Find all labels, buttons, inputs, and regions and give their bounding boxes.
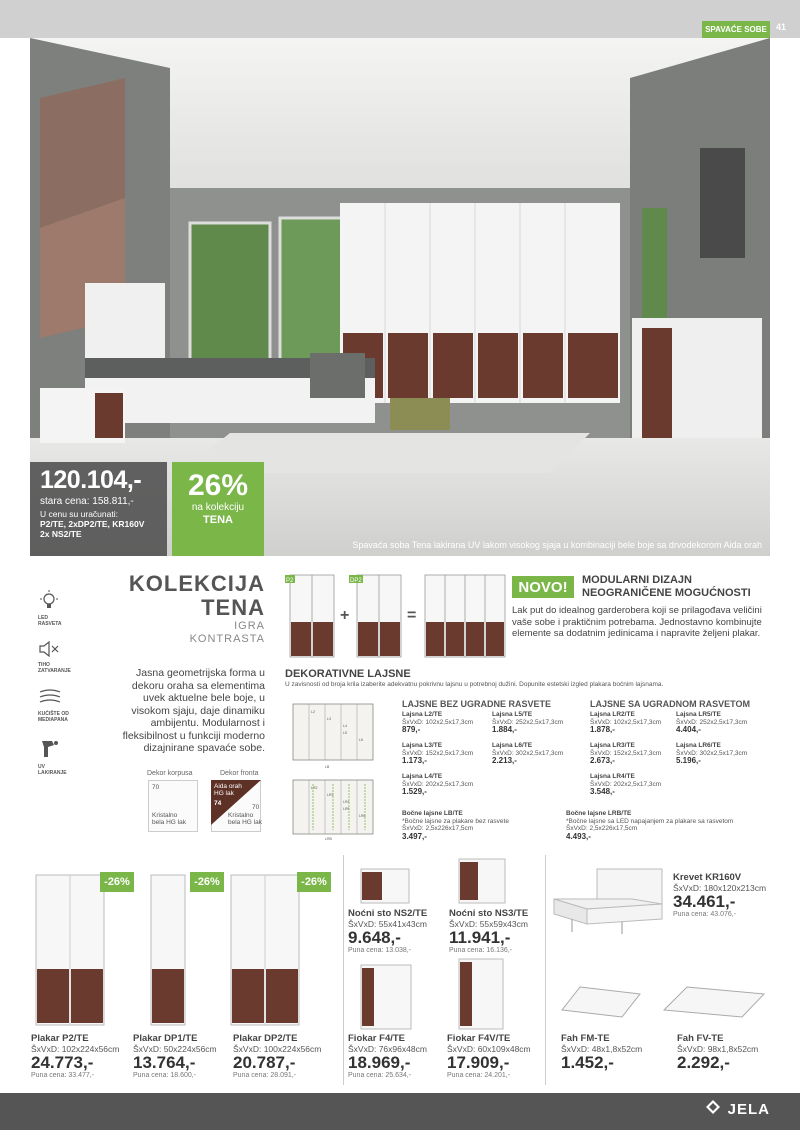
equals-sign: = <box>407 607 417 624</box>
discount-badge: -26% <box>100 872 134 892</box>
divider <box>545 855 546 1085</box>
lajsne-diagram <box>285 698 377 840</box>
svg-text:L6: L6 <box>359 738 363 742</box>
config-label-dp2: DP2 <box>350 578 362 584</box>
price-box <box>30 462 167 556</box>
discount-badge: -26% <box>297 872 331 892</box>
svg-text:L3: L3 <box>327 717 331 721</box>
svg-text:LR5: LR5 <box>343 807 350 811</box>
product-image-ns2 <box>360 868 410 904</box>
product-dp2[interactable]: Plakar DP2/TE ŠxVxD: 100x224x56cm 20.787,- Puna cena: 28.091,- <box>233 1033 322 1079</box>
included-item: P2/TE, 2xDP2/TE, KR160V <box>40 519 145 529</box>
lajsna-item: Lajsna LR4/TE ŠxVxD: 202x2,5x17,3cm 3.548,- <box>590 773 662 796</box>
lajsna-item: Lajsna L5/TE ŠxVxD: 252x2,5x17,3cm 1.884,- <box>492 711 564 734</box>
lajsna-item: Lajsna LR2/TE ŠxVxD: 102x2,5x17,3cm 1.878,- <box>590 711 662 734</box>
collection-title: KOLEKCIJA <box>128 571 265 596</box>
product-kr160v[interactable]: Krevet KR160V ŠxVxD: 180x120x213cm 34.461,- Puna cena: 43.076,- <box>673 872 767 918</box>
section-tag[interactable]: SPAVAĆE SOBE <box>702 21 770 38</box>
collection-price: 120.104,- <box>40 466 142 494</box>
modular-title: MODULARNI DIZAJN NEOGRANIČENE MOGUĆNOSTI <box>582 574 751 599</box>
lajsna-item: Lajsna L2/TE ŠxVxD: 102x2,5x17,3cm 879,- <box>402 711 474 734</box>
divider <box>343 855 344 1085</box>
product-fv[interactable]: Fah FV-TE ŠxVxD: 98x1,8x52cm 2.292,- <box>677 1033 759 1072</box>
footer <box>0 1093 800 1130</box>
silent-close-icon <box>38 641 60 657</box>
lajsne-with-header: LAJSNE SA UGRADNOM RASVETOM <box>590 699 751 709</box>
collection-subtitle: KONTRASTA <box>189 633 265 645</box>
product-fm[interactable]: Fah FM-TE ŠxVxD: 48x1,8x52cm 1.452,- <box>561 1033 643 1072</box>
product-image-p2 <box>35 874 105 1026</box>
product-p2[interactable]: Plakar P2/TE ŠxVxD: 102x224x56cm 24.773,- Puna cena: 33.477,- <box>31 1033 120 1079</box>
svg-text:LR6: LR6 <box>359 814 366 818</box>
product-image-ns3 <box>458 858 506 904</box>
feature-uv: UV LAKIRANJE <box>38 737 80 776</box>
collection-old-price: stara cena: 158.811,- <box>40 496 134 507</box>
product-image-f4 <box>360 964 412 1030</box>
spray-gun-icon <box>38 737 60 759</box>
lajsne-title: DEKORATIVNE LAJSNE <box>285 668 411 680</box>
product-f4[interactable]: Fiokar F4/TE ŠxVxD: 76x96x48cm 18.969,- Puna cena: 25.634,- <box>348 1033 427 1079</box>
product-dp1[interactable]: Plakar DP1/TE ŠxVxD: 50x224x56cm 13.764,- Puna cena: 18.600,- <box>133 1033 217 1079</box>
svg-text:L2: L2 <box>311 710 315 714</box>
svg-text:LR2: LR2 <box>311 786 318 790</box>
lajsna-item: Lajsna L3/TE ŠxVxD: 152x2,5x17,3cm 1.173,- <box>402 742 474 765</box>
page-number: 41 <box>776 22 787 32</box>
modular-text: Lak put do idealnog garderobera koji se prilagođava veličini vaše sobe i praktičnim potrebama. Jednostavno kombinujte elemente sa dodatnim jedinicama i napravite željeni plakar. <box>512 605 762 639</box>
collection-subtitle: IGRA <box>234 620 265 632</box>
top-band <box>0 0 800 38</box>
decor-fronta-label: Dekor fronta <box>220 770 259 777</box>
mdf-box-icon <box>38 688 62 706</box>
lajsne-subtitle: U zavisnosti od broja krila izaberite adekvatnu pokrivnu lajsnu u potrebnoj dužini. Dopunite estetski izgled plakara bočnim lajsnama. <box>285 681 664 688</box>
lajsna-item: Lajsna L4/TE ŠxVxD: 202x2,5x17,3cm 1.529,- <box>402 773 474 796</box>
lajsna-item: Lajsna LR3/TE ŠxVxD: 152x2,5x17,3cm 2.673,- <box>590 742 662 765</box>
discount-label: na kolekciju <box>191 502 245 513</box>
lajsne-without-header: LAJSNE BEZ UGRADNE RASVETE <box>402 699 552 709</box>
hero-image <box>30 38 770 556</box>
product-image-fm <box>560 982 642 1022</box>
lajsna-item: Lajsna LR5/TE ŠxVxD: 252x2,5x17,3cm 4.404,- <box>676 711 748 734</box>
lamp-icon <box>38 590 60 610</box>
product-image-dp2 <box>230 874 300 1026</box>
product-f4v[interactable]: Fiokar F4V/TE ŠxVxD: 60x109x48cm 17.909,- Puna cena: 24.201,- <box>447 1033 531 1079</box>
product-image-f4v <box>458 958 504 1030</box>
side-lajsna-lrb: Bočne lajsne LRB/TE *Bočne lajsne sa LED napajanjem za plakare sa rasvetom ŠxVxD: 2,5x226x17,5cm 4.493,- <box>566 810 734 841</box>
brand-logo[interactable]: JELA <box>706 1100 770 1118</box>
lajsna-item: Lajsna L6/TE ŠxVxD: 302x2,5x17,3cm 2.213,- <box>492 742 564 765</box>
discount-collection: TENA <box>203 514 233 526</box>
collection-title-block <box>129 572 265 646</box>
product-image-dp1 <box>150 874 186 1026</box>
decor-korpus-label: Dekor korpusa <box>147 770 193 777</box>
svg-text:LRB: LRB <box>325 837 332 840</box>
hero-caption: Spavaća soba Tena lakirana UV lakom visokog sjaja u kombinaciji bele boje sa drvodekorom Aida orah <box>352 540 762 550</box>
svg-text:LB: LB <box>325 765 330 769</box>
side-lajsna-lb: Bočne lajsne LB/TE *Bočne lajsne za plakare bez rasvete ŠxVxD: 2,5x226x17,5cm 3.497,- <box>402 810 509 841</box>
collection-name: TENA <box>201 595 265 620</box>
feature-led: LED RASVETA <box>38 590 80 627</box>
plus-sign: + <box>340 607 350 624</box>
product-ns3[interactable]: Noćni sto NS3/TE ŠxVxD: 55x59x43cm 11.941,- Puna cena: 16.136,- <box>449 908 529 954</box>
lajsna-item: Lajsna LR6/TE ŠxVxD: 302x2,5x17,3cm 5.196,- <box>676 742 748 765</box>
product-image-fv <box>662 982 766 1022</box>
discount-box <box>172 462 264 556</box>
svg-text:LR4: LR4 <box>343 800 350 804</box>
svg-text:L4: L4 <box>343 724 347 728</box>
product-ns2[interactable]: Noćni sto NS2/TE ŠxVxD: 55x41x43cm 9.648,- Puna cena: 13.038,- <box>348 908 428 954</box>
novo-badge: NOVO! <box>512 576 574 598</box>
discount-badge: -26% <box>190 872 224 892</box>
jela-logo-icon <box>706 1100 720 1114</box>
feature-mdf: KUĆIŠTE OD MEDIAPANA <box>38 688 80 723</box>
collection-description: Jasna geometrijska forma u dekoru oraha sa elementima uvek aktuelne bele boje, u visokom sjaju, daje dinamiku ambijentu. Modularnost i fleksibilnost u funkciji moderno dizajnirane spavaće sobe. <box>122 667 265 754</box>
feature-silent: TIHO ZATVARANJE <box>38 641 80 674</box>
wardrobe-configurator <box>285 570 510 662</box>
included-item: 2x NS2/TE <box>40 529 82 539</box>
config-label-p2: P2 <box>286 578 294 584</box>
feature-icons <box>38 590 80 790</box>
product-image-bed <box>552 864 664 936</box>
included-label: U cenu su uračunati: <box>40 509 118 519</box>
discount-percent: 26% <box>187 469 249 502</box>
svg-text:L5: L5 <box>343 731 347 735</box>
svg-text:LR3: LR3 <box>327 793 334 797</box>
